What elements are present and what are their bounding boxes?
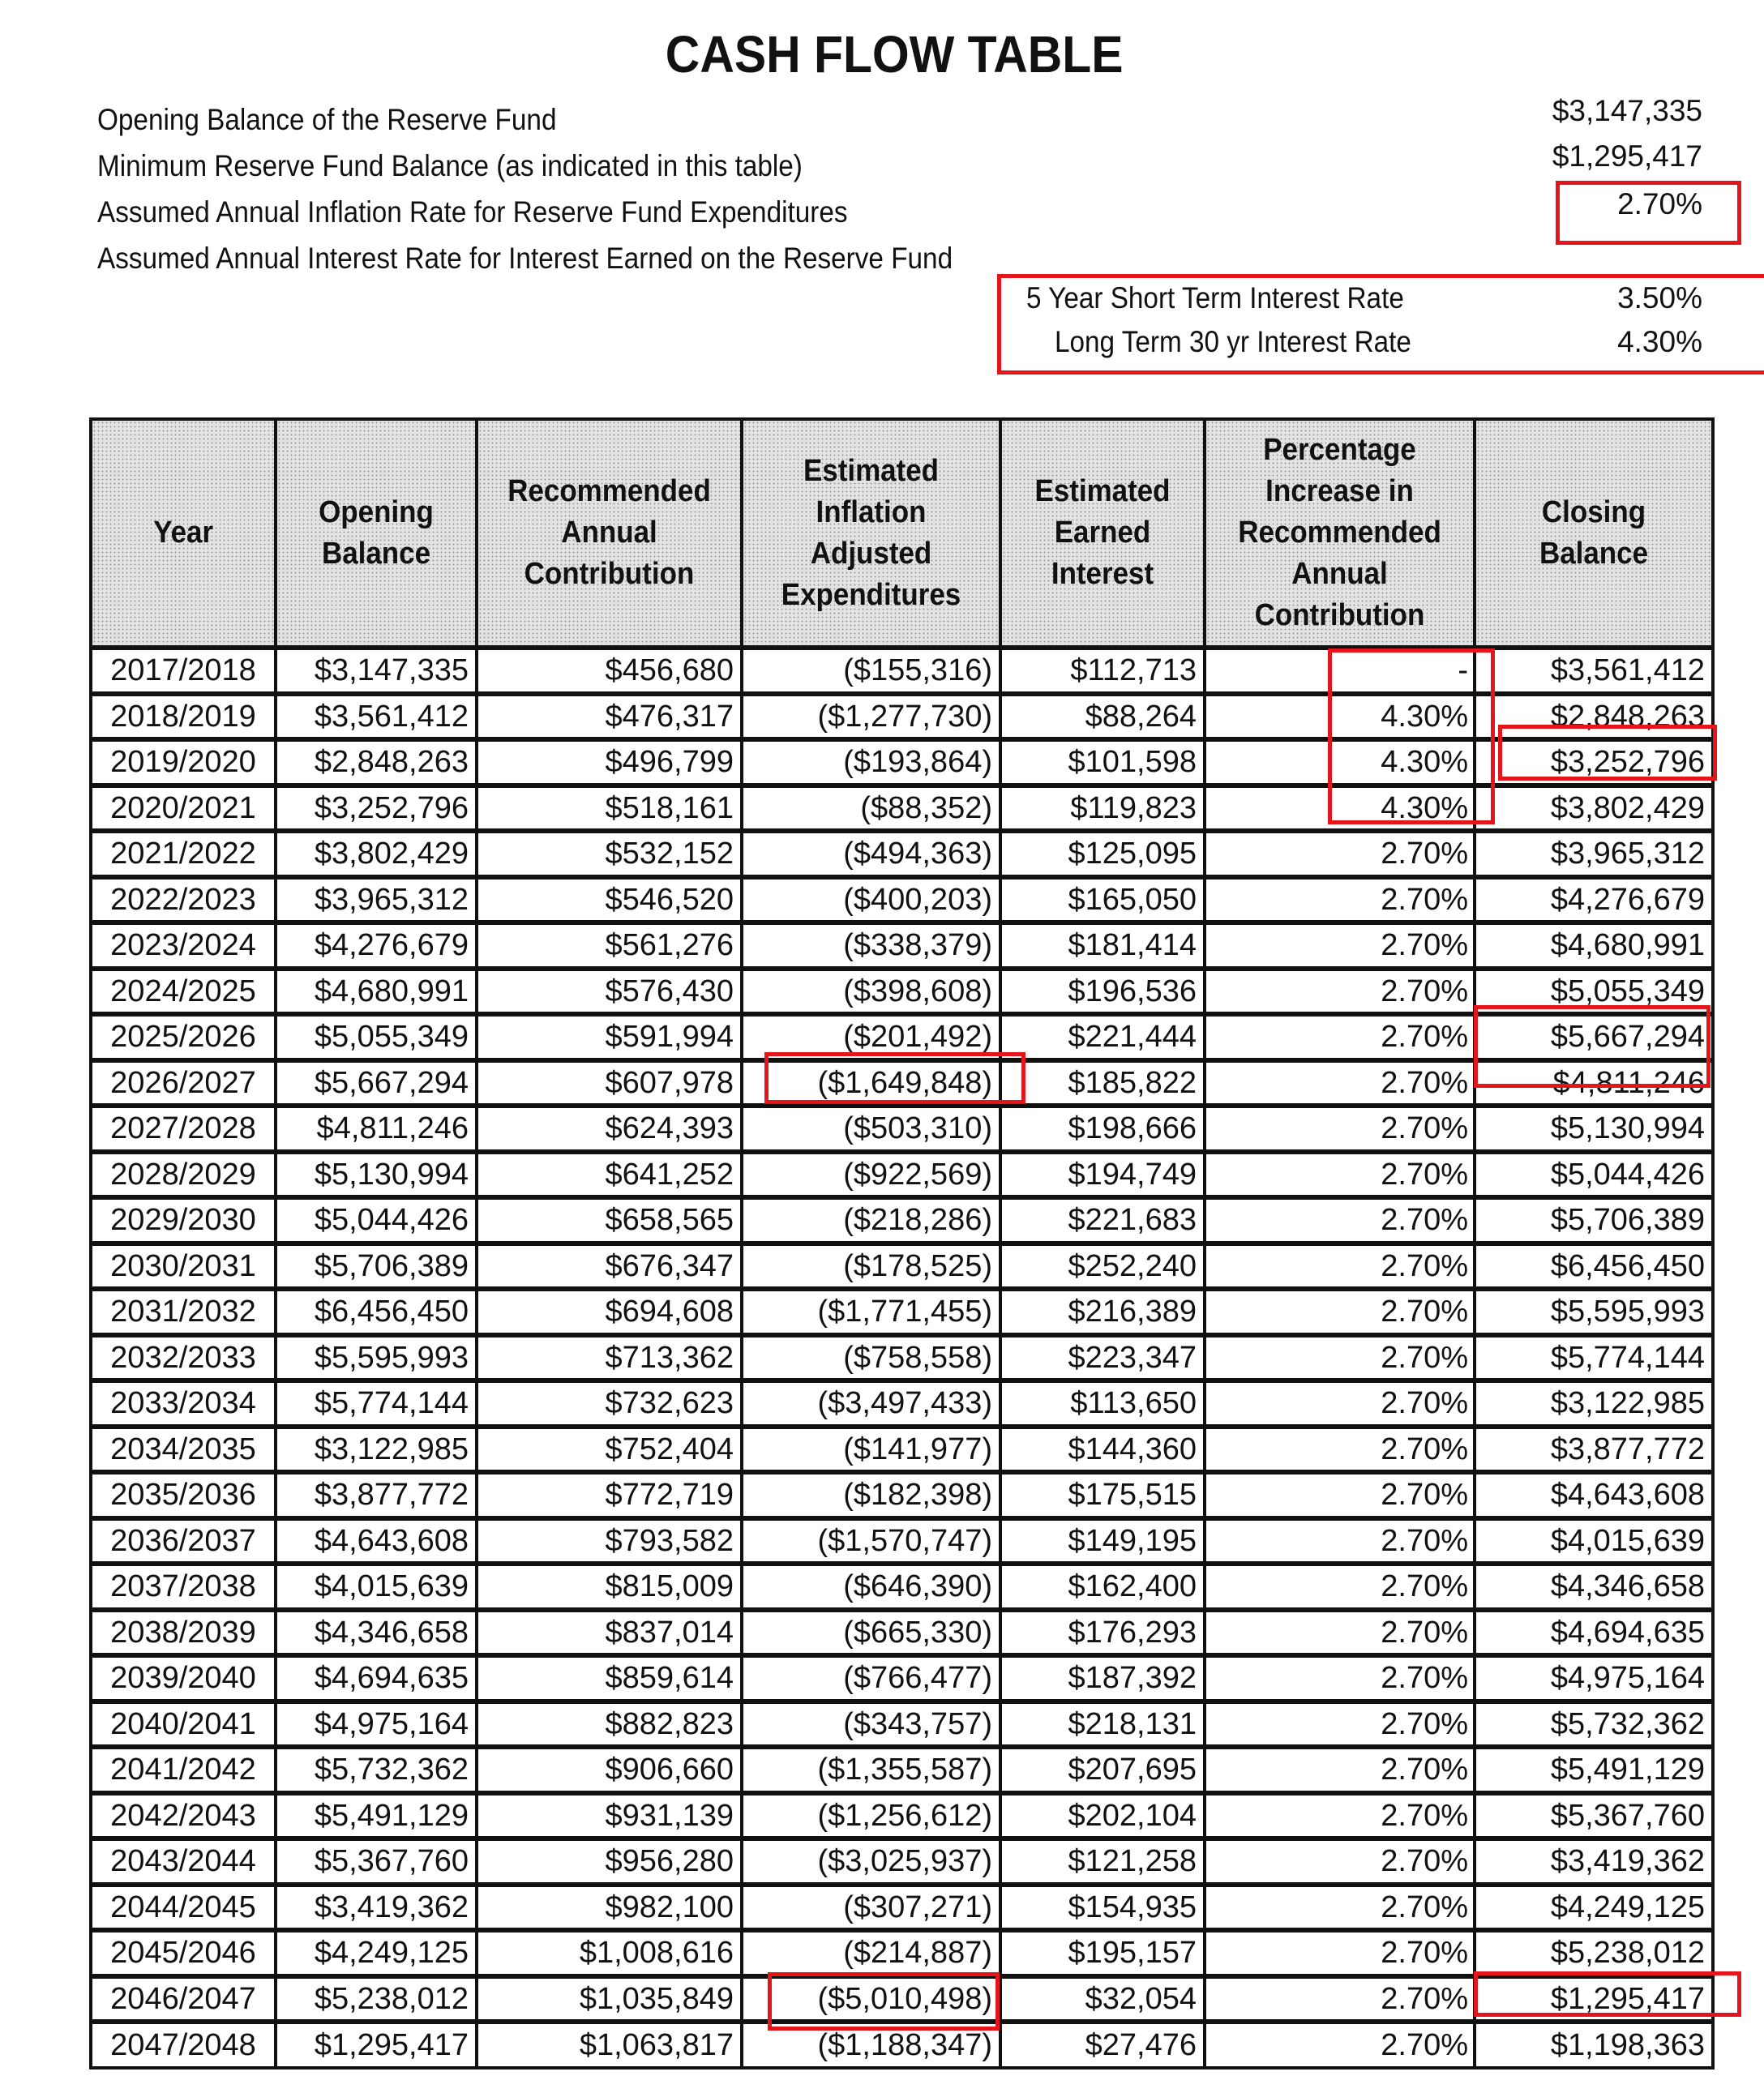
cell-percentage-increase: 2.70% bbox=[1205, 1472, 1475, 1518]
cell-recommended-contribution: $732,623 bbox=[477, 1380, 742, 1427]
cell-earned-interest: $216,389 bbox=[1000, 1289, 1205, 1335]
cell-closing-balance: $4,346,658 bbox=[1475, 1564, 1713, 1610]
opening-balance-value: $3,147,335 bbox=[1552, 94, 1702, 127]
cell-opening-balance: $3,419,362 bbox=[276, 1885, 477, 1931]
cell-opening-balance: $5,130,994 bbox=[276, 1152, 477, 1198]
cell-earned-interest: $149,195 bbox=[1000, 1518, 1205, 1564]
cell-recommended-contribution: $793,582 bbox=[477, 1518, 742, 1564]
table-row bbox=[91, 1289, 1713, 1335]
cell-expenditures: ($503,310) bbox=[742, 1106, 1000, 1152]
page-title: CASH FLOW TABLE bbox=[665, 25, 1124, 83]
cell-expenditures: ($214,887) bbox=[742, 1930, 1000, 1976]
cell-closing-balance: $4,811,246 bbox=[1475, 1060, 1713, 1106]
table-row bbox=[91, 1518, 1713, 1564]
cell-year: 2037/2038 bbox=[91, 1564, 276, 1610]
cell-opening-balance: $3,122,985 bbox=[276, 1427, 477, 1473]
table-row bbox=[91, 739, 1713, 785]
cell-earned-interest: $119,823 bbox=[1000, 785, 1205, 832]
cell-closing-balance: $5,130,994 bbox=[1475, 1106, 1713, 1152]
header-recommended-contribution: Recommended Annual Contribution bbox=[477, 419, 742, 648]
cell-earned-interest: $101,598 bbox=[1000, 739, 1205, 785]
cell-closing-balance: $5,706,389 bbox=[1475, 1197, 1713, 1243]
cell-opening-balance: $5,595,993 bbox=[276, 1335, 477, 1381]
short-term-rate-label: 5 Year Short Term Interest Rate bbox=[1026, 281, 1404, 315]
cell-opening-balance: $1,295,417 bbox=[276, 2022, 477, 2068]
cell-expenditures: ($3,497,433) bbox=[742, 1380, 1000, 1427]
minimum-balance-label: Minimum Reserve Fund Balance (as indicated in this table) bbox=[97, 149, 803, 182]
cell-opening-balance: $3,252,796 bbox=[276, 785, 477, 832]
cell-recommended-contribution: $694,608 bbox=[477, 1289, 742, 1335]
cell-earned-interest: $207,695 bbox=[1000, 1747, 1205, 1793]
cell-expenditures: ($646,390) bbox=[742, 1564, 1000, 1610]
cell-year: 2045/2046 bbox=[91, 1930, 276, 1976]
cell-earned-interest: $202,104 bbox=[1000, 1793, 1205, 1839]
cell-closing-balance: $1,198,363 bbox=[1475, 2022, 1713, 2068]
table-row bbox=[91, 1930, 1713, 1976]
cell-closing-balance: $1,295,417 bbox=[1475, 1976, 1713, 2022]
cell-opening-balance: $5,238,012 bbox=[276, 1976, 477, 2022]
table-row bbox=[91, 648, 1713, 694]
cell-earned-interest: $176,293 bbox=[1000, 1610, 1205, 1656]
long-term-rate-label: Long Term 30 yr Interest Rate bbox=[1055, 325, 1411, 358]
cell-year: 2020/2021 bbox=[91, 785, 276, 832]
cell-expenditures: ($1,771,455) bbox=[742, 1289, 1000, 1335]
cell-expenditures: ($1,188,347) bbox=[742, 2022, 1000, 2068]
cell-percentage-increase: 4.30% bbox=[1205, 694, 1475, 740]
cell-expenditures: ($193,864) bbox=[742, 739, 1000, 785]
cell-percentage-increase: 2.70% bbox=[1205, 1014, 1475, 1060]
cell-recommended-contribution: $982,100 bbox=[477, 1885, 742, 1931]
table-row bbox=[91, 2022, 1713, 2068]
cell-percentage-increase: 2.70% bbox=[1205, 1427, 1475, 1473]
cell-closing-balance: $5,667,294 bbox=[1475, 1014, 1713, 1060]
cell-recommended-contribution: $859,614 bbox=[477, 1655, 742, 1701]
table-row bbox=[91, 1106, 1713, 1152]
cell-year: 2046/2047 bbox=[91, 1976, 276, 2022]
cell-year: 2033/2034 bbox=[91, 1380, 276, 1427]
cell-expenditures: ($1,256,612) bbox=[742, 1793, 1000, 1839]
cell-closing-balance: $3,561,412 bbox=[1475, 648, 1713, 694]
cell-earned-interest: $175,515 bbox=[1000, 1472, 1205, 1518]
cell-recommended-contribution: $624,393 bbox=[477, 1106, 742, 1152]
cell-closing-balance: $3,419,362 bbox=[1475, 1838, 1713, 1885]
header-inflation-adjusted-expenditures: Estimated Inflation Adjusted Expenditures bbox=[742, 419, 1000, 648]
cell-closing-balance: $4,276,679 bbox=[1475, 877, 1713, 923]
cell-percentage-increase: 2.70% bbox=[1205, 1197, 1475, 1243]
cell-percentage-increase: 2.70% bbox=[1205, 1380, 1475, 1427]
cell-percentage-increase: 2.70% bbox=[1205, 1564, 1475, 1610]
cell-expenditures: ($88,352) bbox=[742, 785, 1000, 832]
table-row bbox=[91, 1564, 1713, 1610]
cell-year: 2044/2045 bbox=[91, 1885, 276, 1931]
cell-percentage-increase: 2.70% bbox=[1205, 831, 1475, 877]
cell-year: 2025/2026 bbox=[91, 1014, 276, 1060]
long-term-rate-value: 4.30% bbox=[1617, 325, 1702, 358]
cell-recommended-contribution: $1,035,849 bbox=[477, 1976, 742, 2022]
cell-expenditures: ($5,010,498) bbox=[742, 1976, 1000, 2022]
cell-closing-balance: $3,877,772 bbox=[1475, 1427, 1713, 1473]
cell-opening-balance: $5,667,294 bbox=[276, 1060, 477, 1106]
cash-flow-table bbox=[89, 417, 1715, 2069]
cell-recommended-contribution: $641,252 bbox=[477, 1152, 742, 1198]
cell-recommended-contribution: $815,009 bbox=[477, 1564, 742, 1610]
cell-year: 2038/2039 bbox=[91, 1610, 276, 1656]
cell-recommended-contribution: $676,347 bbox=[477, 1243, 742, 1290]
cell-year: 2036/2037 bbox=[91, 1518, 276, 1564]
cell-closing-balance: $4,015,639 bbox=[1475, 1518, 1713, 1564]
cell-earned-interest: $125,095 bbox=[1000, 831, 1205, 877]
cell-closing-balance: $5,055,349 bbox=[1475, 969, 1713, 1015]
header-closing-balance: Closing Balance bbox=[1475, 419, 1713, 648]
cell-opening-balance: $4,346,658 bbox=[276, 1610, 477, 1656]
cell-closing-balance: $3,965,312 bbox=[1475, 831, 1713, 877]
cell-opening-balance: $4,015,639 bbox=[276, 1564, 477, 1610]
cell-opening-balance: $4,811,246 bbox=[276, 1106, 477, 1152]
cell-closing-balance: $2,848,263 bbox=[1475, 694, 1713, 740]
table-row bbox=[91, 922, 1713, 969]
cell-year: 2030/2031 bbox=[91, 1243, 276, 1290]
cell-year: 2029/2030 bbox=[91, 1197, 276, 1243]
cell-expenditures: ($1,570,747) bbox=[742, 1518, 1000, 1564]
cell-closing-balance: $5,238,012 bbox=[1475, 1930, 1713, 1976]
cell-recommended-contribution: $713,362 bbox=[477, 1335, 742, 1381]
interest-rate-label: Assumed Annual Interest Rate for Interest Earned on the Reserve Fund bbox=[97, 242, 953, 275]
cell-expenditures: ($343,757) bbox=[742, 1701, 1000, 1748]
header-opening-balance: Opening Balance bbox=[276, 419, 477, 648]
cell-opening-balance: $5,706,389 bbox=[276, 1243, 477, 1290]
cell-opening-balance: $6,456,450 bbox=[276, 1289, 477, 1335]
cell-expenditures: ($155,316) bbox=[742, 648, 1000, 694]
cell-percentage-increase: 2.70% bbox=[1205, 1518, 1475, 1564]
short-term-rate-value: 3.50% bbox=[1617, 281, 1702, 315]
cell-expenditures: ($1,649,848) bbox=[742, 1060, 1000, 1106]
cell-earned-interest: $194,749 bbox=[1000, 1152, 1205, 1198]
cell-earned-interest: $198,666 bbox=[1000, 1106, 1205, 1152]
cell-earned-interest: $165,050 bbox=[1000, 877, 1205, 923]
cell-earned-interest: $162,400 bbox=[1000, 1564, 1205, 1610]
cell-earned-interest: $252,240 bbox=[1000, 1243, 1205, 1290]
cell-year: 2027/2028 bbox=[91, 1106, 276, 1152]
cell-closing-balance: $5,774,144 bbox=[1475, 1335, 1713, 1381]
cell-earned-interest: $181,414 bbox=[1000, 922, 1205, 969]
table-row bbox=[91, 1335, 1713, 1381]
cell-opening-balance: $5,367,760 bbox=[276, 1838, 477, 1885]
cell-earned-interest: $121,258 bbox=[1000, 1838, 1205, 1885]
cell-percentage-increase: 4.30% bbox=[1205, 739, 1475, 785]
cell-expenditures: ($922,569) bbox=[742, 1152, 1000, 1198]
cell-year: 2022/2023 bbox=[91, 877, 276, 923]
cell-recommended-contribution: $906,660 bbox=[477, 1747, 742, 1793]
cell-percentage-increase: 2.70% bbox=[1205, 1060, 1475, 1106]
cell-earned-interest: $113,650 bbox=[1000, 1380, 1205, 1427]
table-row bbox=[91, 1838, 1713, 1885]
cell-percentage-increase: 2.70% bbox=[1205, 1930, 1475, 1976]
cell-earned-interest: $196,536 bbox=[1000, 969, 1205, 1015]
cell-expenditures: ($178,525) bbox=[742, 1243, 1000, 1290]
cell-percentage-increase: 2.70% bbox=[1205, 1838, 1475, 1885]
cell-recommended-contribution: $607,978 bbox=[477, 1060, 742, 1106]
cell-percentage-increase: 2.70% bbox=[1205, 2022, 1475, 2068]
cell-opening-balance: $5,732,362 bbox=[276, 1747, 477, 1793]
cell-opening-balance: $3,877,772 bbox=[276, 1472, 477, 1518]
cell-percentage-increase: 2.70% bbox=[1205, 969, 1475, 1015]
cell-percentage-increase: 4.30% bbox=[1205, 785, 1475, 832]
cell-expenditures: ($1,277,730) bbox=[742, 694, 1000, 740]
cell-year: 2047/2048 bbox=[91, 2022, 276, 2068]
cell-opening-balance: $5,774,144 bbox=[276, 1380, 477, 1427]
cell-expenditures: ($201,492) bbox=[742, 1014, 1000, 1060]
cell-earned-interest: $144,360 bbox=[1000, 1427, 1205, 1473]
cell-expenditures: ($398,608) bbox=[742, 969, 1000, 1015]
cell-recommended-contribution: $1,063,817 bbox=[477, 2022, 742, 2068]
cell-opening-balance: $5,491,129 bbox=[276, 1793, 477, 1839]
cell-percentage-increase: 2.70% bbox=[1205, 1976, 1475, 2022]
cell-earned-interest: $112,713 bbox=[1000, 648, 1205, 694]
cell-year: 2043/2044 bbox=[91, 1838, 276, 1885]
header-year: Year bbox=[91, 419, 276, 648]
cell-expenditures: ($494,363) bbox=[742, 831, 1000, 877]
cell-percentage-increase: - bbox=[1205, 648, 1475, 694]
table-row bbox=[91, 1380, 1713, 1427]
cell-year: 2032/2033 bbox=[91, 1335, 276, 1381]
cell-year: 2031/2032 bbox=[91, 1289, 276, 1335]
cell-recommended-contribution: $546,520 bbox=[477, 877, 742, 923]
cell-earned-interest: $218,131 bbox=[1000, 1701, 1205, 1748]
cell-closing-balance: $4,694,635 bbox=[1475, 1610, 1713, 1656]
table-row bbox=[91, 969, 1713, 1015]
cell-percentage-increase: 2.70% bbox=[1205, 1747, 1475, 1793]
cell-expenditures: ($141,977) bbox=[742, 1427, 1000, 1473]
cell-opening-balance: $4,975,164 bbox=[276, 1701, 477, 1748]
table-row bbox=[91, 831, 1713, 877]
cell-recommended-contribution: $1,008,616 bbox=[477, 1930, 742, 1976]
cell-recommended-contribution: $532,152 bbox=[477, 831, 742, 877]
cell-expenditures: ($307,271) bbox=[742, 1885, 1000, 1931]
inflation-rate-value: 2.70% bbox=[1617, 187, 1702, 220]
cell-expenditures: ($758,558) bbox=[742, 1335, 1000, 1381]
cell-percentage-increase: 2.70% bbox=[1205, 1289, 1475, 1335]
cell-closing-balance: $5,732,362 bbox=[1475, 1701, 1713, 1748]
cell-recommended-contribution: $518,161 bbox=[477, 785, 742, 832]
cell-year: 2026/2027 bbox=[91, 1060, 276, 1106]
cell-year: 2019/2020 bbox=[91, 739, 276, 785]
cell-opening-balance: $3,147,335 bbox=[276, 648, 477, 694]
table-row bbox=[91, 1060, 1713, 1106]
cell-recommended-contribution: $561,276 bbox=[477, 922, 742, 969]
cell-opening-balance: $4,680,991 bbox=[276, 969, 477, 1015]
cell-opening-balance: $5,055,349 bbox=[276, 1014, 477, 1060]
cell-year: 2021/2022 bbox=[91, 831, 276, 877]
cell-recommended-contribution: $752,404 bbox=[477, 1427, 742, 1473]
cell-opening-balance: $4,249,125 bbox=[276, 1930, 477, 1976]
cell-year: 2017/2018 bbox=[91, 648, 276, 694]
cell-closing-balance: $4,680,991 bbox=[1475, 922, 1713, 969]
table-row bbox=[91, 1885, 1713, 1931]
cell-year: 2018/2019 bbox=[91, 694, 276, 740]
cell-earned-interest: $187,392 bbox=[1000, 1655, 1205, 1701]
cell-closing-balance: $3,122,985 bbox=[1475, 1380, 1713, 1427]
cell-year: 2034/2035 bbox=[91, 1427, 276, 1473]
cell-earned-interest: $154,935 bbox=[1000, 1885, 1205, 1931]
table-header-row bbox=[91, 419, 1713, 648]
cell-year: 2042/2043 bbox=[91, 1793, 276, 1839]
cell-closing-balance: $5,491,129 bbox=[1475, 1747, 1713, 1793]
table-row bbox=[91, 1427, 1713, 1473]
cell-year: 2040/2041 bbox=[91, 1701, 276, 1748]
cell-recommended-contribution: $496,799 bbox=[477, 739, 742, 785]
cell-earned-interest: $32,054 bbox=[1000, 1976, 1205, 2022]
table-row bbox=[91, 877, 1713, 923]
cell-year: 2035/2036 bbox=[91, 1472, 276, 1518]
minimum-balance-value: $1,295,417 bbox=[1552, 139, 1702, 173]
cell-closing-balance: $5,595,993 bbox=[1475, 1289, 1713, 1335]
cell-recommended-contribution: $476,317 bbox=[477, 694, 742, 740]
cell-opening-balance: $4,643,608 bbox=[276, 1518, 477, 1564]
table-row bbox=[91, 1014, 1713, 1060]
cell-year: 2041/2042 bbox=[91, 1747, 276, 1793]
cell-expenditures: ($338,379) bbox=[742, 922, 1000, 969]
cell-closing-balance: $4,249,125 bbox=[1475, 1885, 1713, 1931]
cell-expenditures: ($3,025,937) bbox=[742, 1838, 1000, 1885]
cell-opening-balance: $3,561,412 bbox=[276, 694, 477, 740]
table-row bbox=[91, 1152, 1713, 1198]
cell-recommended-contribution: $576,430 bbox=[477, 969, 742, 1015]
cell-opening-balance: $4,276,679 bbox=[276, 922, 477, 969]
cell-closing-balance: $5,367,760 bbox=[1475, 1793, 1713, 1839]
table-row bbox=[91, 1243, 1713, 1290]
cell-earned-interest: $221,683 bbox=[1000, 1197, 1205, 1243]
cell-earned-interest: $88,264 bbox=[1000, 694, 1205, 740]
cell-earned-interest: $195,157 bbox=[1000, 1930, 1205, 1976]
cell-recommended-contribution: $772,719 bbox=[477, 1472, 742, 1518]
cell-recommended-contribution: $456,680 bbox=[477, 648, 742, 694]
cell-percentage-increase: 2.70% bbox=[1205, 1701, 1475, 1748]
cell-expenditures: ($400,203) bbox=[742, 877, 1000, 923]
cell-percentage-increase: 2.70% bbox=[1205, 877, 1475, 923]
inflation-rate-label: Assumed Annual Inflation Rate for Reserve Fund Expenditures bbox=[97, 195, 848, 229]
cell-percentage-increase: 2.70% bbox=[1205, 1335, 1475, 1381]
table-row bbox=[91, 1701, 1713, 1748]
cell-percentage-increase: 2.70% bbox=[1205, 1152, 1475, 1198]
cell-percentage-increase: 2.70% bbox=[1205, 1610, 1475, 1656]
cell-percentage-increase: 2.70% bbox=[1205, 1106, 1475, 1152]
cell-year: 2023/2024 bbox=[91, 922, 276, 969]
cell-opening-balance: $3,965,312 bbox=[276, 877, 477, 923]
table-row bbox=[91, 1655, 1713, 1701]
cell-opening-balance: $5,044,426 bbox=[276, 1197, 477, 1243]
cell-expenditures: ($1,355,587) bbox=[742, 1747, 1000, 1793]
cell-expenditures: ($182,398) bbox=[742, 1472, 1000, 1518]
cell-expenditures: ($218,286) bbox=[742, 1197, 1000, 1243]
cell-expenditures: ($766,477) bbox=[742, 1655, 1000, 1701]
cell-closing-balance: $3,252,796 bbox=[1475, 739, 1713, 785]
table-row bbox=[91, 1610, 1713, 1656]
table-row bbox=[91, 785, 1713, 832]
header-earned-interest: Estimated Earned Interest bbox=[1000, 419, 1205, 648]
cell-recommended-contribution: $837,014 bbox=[477, 1610, 742, 1656]
cell-percentage-increase: 2.70% bbox=[1205, 922, 1475, 969]
cell-year: 2024/2025 bbox=[91, 969, 276, 1015]
cell-recommended-contribution: $591,994 bbox=[477, 1014, 742, 1060]
cell-earned-interest: $27,476 bbox=[1000, 2022, 1205, 2068]
cell-percentage-increase: 2.70% bbox=[1205, 1243, 1475, 1290]
cell-opening-balance: $4,694,635 bbox=[276, 1655, 477, 1701]
cell-recommended-contribution: $658,565 bbox=[477, 1197, 742, 1243]
cell-recommended-contribution: $931,139 bbox=[477, 1793, 742, 1839]
cell-closing-balance: $6,456,450 bbox=[1475, 1243, 1713, 1290]
cell-percentage-increase: 2.70% bbox=[1205, 1793, 1475, 1839]
cell-year: 2028/2029 bbox=[91, 1152, 276, 1198]
cell-opening-balance: $3,802,429 bbox=[276, 831, 477, 877]
table-row bbox=[91, 1747, 1713, 1793]
cell-closing-balance: $4,975,164 bbox=[1475, 1655, 1713, 1701]
cell-closing-balance: $3,802,429 bbox=[1475, 785, 1713, 832]
cell-percentage-increase: 2.70% bbox=[1205, 1655, 1475, 1701]
cell-recommended-contribution: $956,280 bbox=[477, 1838, 742, 1885]
cell-earned-interest: $221,444 bbox=[1000, 1014, 1205, 1060]
table-row bbox=[91, 1976, 1713, 2022]
cell-year: 2039/2040 bbox=[91, 1655, 276, 1701]
table-row bbox=[91, 694, 1713, 740]
cell-earned-interest: $185,822 bbox=[1000, 1060, 1205, 1106]
table-row bbox=[91, 1197, 1713, 1243]
cell-recommended-contribution: $882,823 bbox=[477, 1701, 742, 1748]
cell-closing-balance: $5,044,426 bbox=[1475, 1152, 1713, 1198]
cell-percentage-increase: 2.70% bbox=[1205, 1885, 1475, 1931]
cell-expenditures: ($665,330) bbox=[742, 1610, 1000, 1656]
opening-balance-label: Opening Balance of the Reserve Fund bbox=[97, 103, 557, 136]
header-percentage-increase: Percentage Increase in Recommended Annual Contribution bbox=[1205, 419, 1475, 648]
table-row bbox=[91, 1793, 1713, 1839]
cell-opening-balance: $2,848,263 bbox=[276, 739, 477, 785]
table-row bbox=[91, 1472, 1713, 1518]
cell-closing-balance: $4,643,608 bbox=[1475, 1472, 1713, 1518]
cell-earned-interest: $223,347 bbox=[1000, 1335, 1205, 1381]
